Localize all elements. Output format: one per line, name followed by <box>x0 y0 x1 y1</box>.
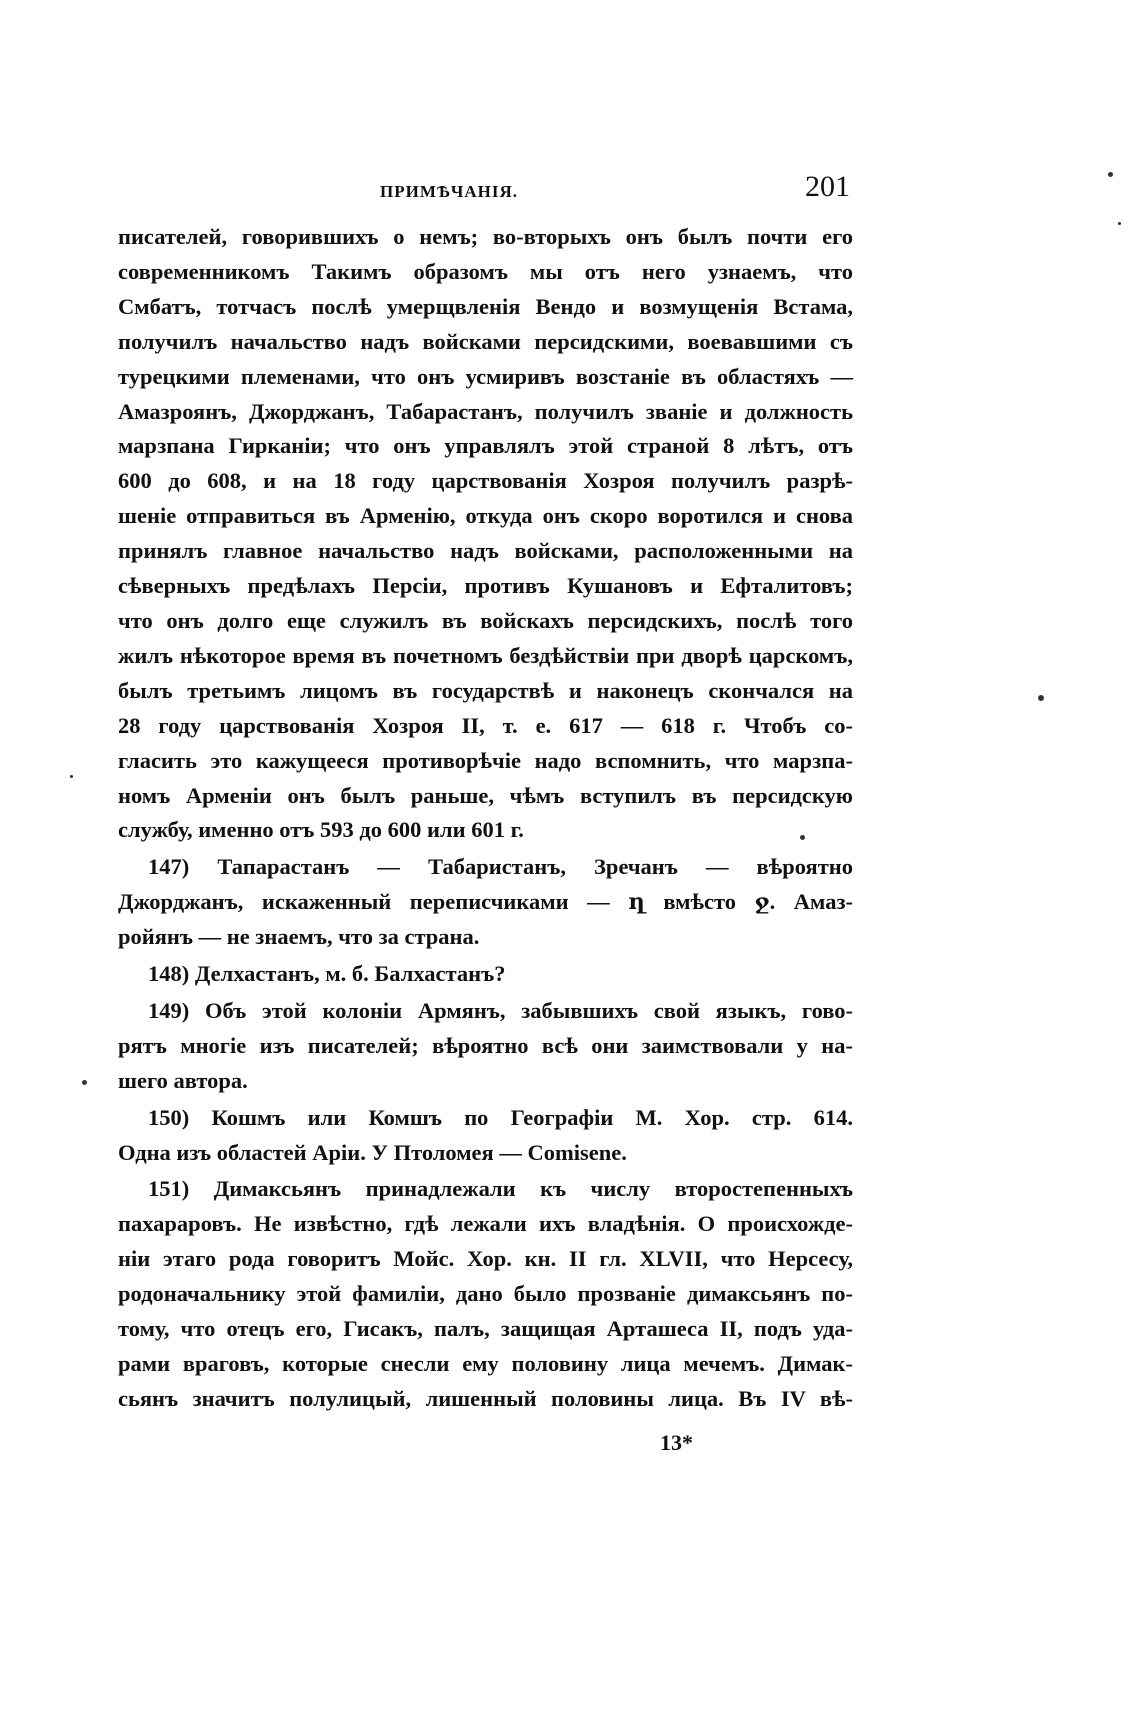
text-line: тому, что отецъ его, Гисакъ, палъ, защищая Арташеса II, подъ уда- <box>118 1316 853 1342</box>
text-line: Одна изъ областей Аріи. У Птоломея — Comisene. <box>118 1139 627 1165</box>
text-line: сѣверныхъ предѣлахъ Персіи, противъ Кушановъ и Ефталитовъ; <box>118 573 853 599</box>
text-line: марзпана Гирканіи; что онъ управлялъ этой страной 8 лѣтъ, отъ <box>118 433 853 459</box>
text-line: 149) Объ этой колоніи Армянъ, забывшихъ свой языкъ, гово- <box>148 997 853 1023</box>
text-line: турецкими племенами, что онъ усмиривъ возстаніе въ областяхъ — <box>118 363 853 389</box>
paragraph-note-continuation <box>118 220 853 848</box>
text-line: ройянъ — не знаемъ, что за страна. <box>118 924 480 950</box>
text-line: что онъ долго еще служилъ въ войскахъ персидскихъ, послѣ того <box>118 607 853 633</box>
scan-speck <box>1108 172 1113 177</box>
note-147 <box>118 850 853 955</box>
text-line: рятъ многіе изъ писателей; вѣроятно всѣ они заимствовали у на- <box>118 1032 853 1058</box>
printer-signature-mark: 13* <box>660 1430 693 1455</box>
text-line: 147) Тапарастанъ — Табаристанъ, Зречанъ — вѣроятно <box>148 854 853 880</box>
text-line: шего автора. <box>118 1067 248 1093</box>
text-line: 28 году царствованія Хозроя II, т. е. 617 — 618 г. Чтобъ со- <box>118 712 853 738</box>
scan-speck <box>800 835 805 840</box>
text-line: Амазроянъ, Джорджанъ, Табарастанъ, получилъ званіе и должность <box>118 398 853 424</box>
text-line: рами враговъ, которые снесли ему половину лица мечемъ. Димак- <box>118 1351 853 1376</box>
text-line: писателей, говорившихъ о немъ; во-вторыхъ онъ былъ почти его <box>118 224 853 249</box>
page-header <box>118 170 858 220</box>
text-line: 151) Димаксьянъ принадлежали къ числу второстепенныхъ <box>148 1176 853 1202</box>
scan-speck <box>1118 222 1121 225</box>
text-line: 150) Кошмъ или Комшъ по Географіи М. Хор. стр. 614. <box>148 1104 853 1130</box>
text-line: былъ третьимъ лицомъ въ государствѣ и наконецъ скончался на <box>118 677 853 703</box>
text-line: службу, именно отъ 593 до 600 или 601 г. <box>118 817 524 843</box>
running-title: ПРИМѢЧАНІЯ. <box>380 182 518 201</box>
note-149 <box>118 994 853 1099</box>
body-text <box>118 220 853 1417</box>
text-line: номъ Арменіи онъ былъ раньше, чѣмъ вступилъ въ персидскую <box>118 782 853 808</box>
text-line: сьянъ значитъ полулицый, лишенный половины лица. Въ IV вѣ- <box>118 1385 853 1411</box>
text-line: жилъ нѣкоторое время въ почетномъ бездѣйствіи при дворѣ царскомъ, <box>118 642 853 668</box>
page-number: 201 <box>805 170 850 203</box>
text-line: шеніе отправиться въ Арменію, откуда онъ скоро воротился и снова <box>118 503 853 529</box>
text-line: получилъ начальство надъ войсками персидскими, воевавшими съ <box>118 328 853 354</box>
text-line: современникомъ Такимъ образомъ мы отъ него узнаемъ, что <box>118 258 853 284</box>
text-line: Смбатъ, тотчасъ послѣ умерщвленія Вендо и возмущенія Встама, <box>118 293 853 319</box>
text-line: гласить это кажущееся противорѣчіе надо вспомнить, что марзпа- <box>118 747 853 773</box>
text-line: пахараровъ. Не извѣстно, гдѣ лежали ихъ владѣнія. О происхожде- <box>118 1211 853 1237</box>
scan-speck <box>82 1080 87 1085</box>
scan-speck <box>1038 695 1044 701</box>
note-150 <box>118 1101 853 1171</box>
scan-speck <box>70 775 73 778</box>
note-151 <box>118 1172 853 1416</box>
text-line: Джорджанъ, искаженный переписчиками — ղ вмѣсто ջ. Амаз- <box>118 889 853 915</box>
text-line: родоначальнику этой фамиліи, дано было прозваніе димаксьянъ по- <box>118 1281 853 1307</box>
text-line: 600 до 608, и на 18 году царствованія Хозроя получилъ разрѣ- <box>118 468 853 494</box>
text-line: 148) Делхастанъ, м. б. Балхастанъ? <box>148 961 506 987</box>
note-148 <box>118 957 853 992</box>
text-line: ніи этаго рода говоритъ Мойс. Хор. кн. II гл. XLVII, что Нерсесу, <box>118 1246 853 1272</box>
text-line: принялъ главное начальство надъ войсками, расположенными на <box>118 538 853 564</box>
